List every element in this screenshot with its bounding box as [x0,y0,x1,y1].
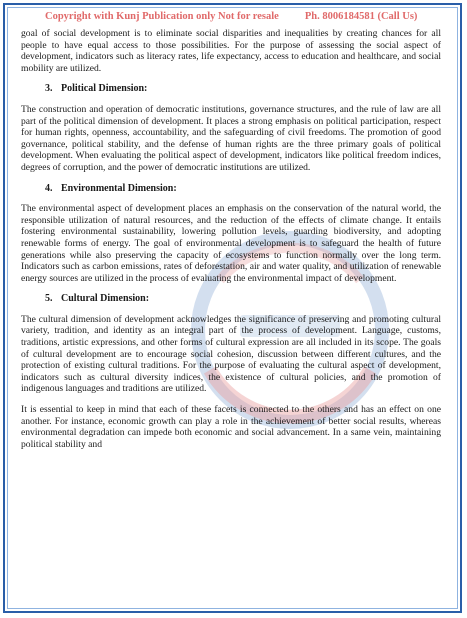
political-paragraph: The construction and operation of democratic institutions, governance structures, and the rule of law are all part of the political dimension of development. It places a strong emphasis on political participation, respect for human rights, openness, accountability, and the safeguarding of civil freedoms. The promotion of good governance, political stability, and the defense of human rights are the three primary goals of political development. When evaluating the political aspect of development, indicators like political freedom indices, degrees of corruption, and the power of democratic institutions are utilized. [21,103,441,173]
cultural-heading [45,293,441,305]
intro-paragraph: goal of social development is to eliminate social disparities and inequalities by creating chances for all people to have equal access to those possibilities. For the purpose of assessing the social aspect of development, indicators such as literacy rates, life expectancy, access to education and healthcare, and social mobility are utilized. [21,28,441,74]
political-heading [45,83,441,95]
closing-paragraph: It is essential to keep in mind that each of these facets is connected to the others and has an effect on one another. For instance, economic growth can play a role in the achievement of better social results, whereas environmental degradation can impede both economic and social advancement. In a same vein, maintaining political stability and [21,404,441,450]
section-number: 5. [45,293,53,305]
section-title: Cultural Dimension: [61,293,150,305]
section-title: Environmental Dimension: [61,182,177,194]
document-body [21,28,441,458]
page-header [45,11,417,22]
page-frame [3,3,462,613]
cultural-paragraph: The cultural dimension of development acknowledges the significance of preserving and promoting cultural variety, tradition, and identity as an integral part of the process of development. Language, customs, traditions, artistic expressions, and other forms of cultural expression are all included in its scope. The goals of cultural development are to encourage social cohesion, discussion between different cultures, and the protection of existing cultural traditions. For the purpose of evaluating the cultural aspect of development, indicators such as cultural diversity indices, the existence of cultural policies, and the promotion of indigenous languages and traditions are utilized. [21,313,441,395]
environmental-heading [45,183,441,195]
environmental-paragraph: The environmental aspect of development places an emphasis on the conservation of the natural world, the responsible utilization of natural resources, and the reduction of the effects of climate change. It entails fostering environmental sustainability, lowering pollution levels, guarding biodiversity, and adopting renewable forms of energy. The goal of environmental development is to safeguard the health of future generations while also preserving the capacity of ecosystems to function normally over the long term. Indicators such as carbon emissions, rates of deforestation, air and water quality, and utilization of renewable energy sources are utilized in the process of evaluating the environmental impact of development. [21,203,441,284]
copyright-notice: Copyright with Kunj Publication only Not for resale [45,11,279,22]
section-number: 3. [45,83,53,95]
section-title: Political Dimension: [61,83,148,95]
contact-phone: Ph. 8006184581 (Call Us) [304,11,418,22]
section-number: 4. [45,182,53,194]
